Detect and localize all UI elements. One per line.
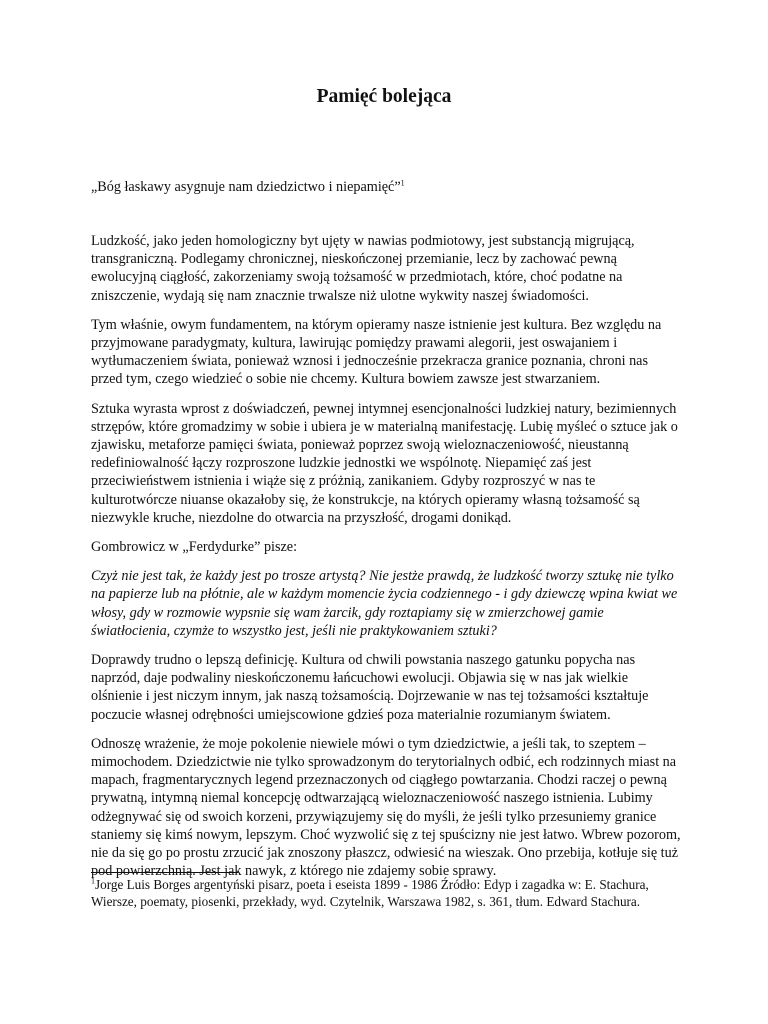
epigraph-text: „Bóg łaskawy asygnuje nam dziedzictwo i niepamięć”	[91, 179, 401, 195]
footnote-mark: 1	[91, 876, 95, 886]
epigraph	[91, 178, 405, 196]
footnote-reference[interactable]: 1	[400, 178, 405, 188]
block-quote: Czyż nie jest tak, że każdy jest po trosze artystą? Nie jestże prawdą, że ludzkość tworzy sztukę nie tylko na papierze lub na płótnie, ale w każdym momencie życia codziennego - i gdy dziewczę wpina kwiat we włosy, gdy w rozmowie wypsnie się wam żarcik, gdy roztapiamy się w zmierzchowej gamie światłocienia, czymże to wszystko jest, jeśli nie praktykowaniem sztuki?	[91, 568, 678, 639]
paragraph-6: Doprawdy trudno o lepszą definicję. Kultura od chwili powstania naszego gatunku popycha nas naprzód, daje podwaliny nieskończonemu łańcuchowi ewolucji. Objawia się w nas jak wielkie olśnienie i jest niczym innym, jak naszą tożsamością. Dojrzewanie w nas tej tożsamości kształtuje poczucie własnej odrębności umiejscowione gdzieś poza materialnie rozumianym światem.	[91, 652, 649, 723]
footnote-separator	[91, 872, 238, 873]
paragraph-3: Sztuka wyrasta wprost z doświadczeń, pewnej intymnej esencjonalności ludzkiej natury, bezimiennych strzępów, które gromadzimy w sobie i ubiera je w materialną manifestację. Lubię myśleć o sztuce jak o zjawisku, metaforze pamięci świata, ponieważ poprzez swoją wieloznaczeniowość, nieustanną redefiniowalność łączy rozproszone ludzkie jednostki we wspólnotę. Niepamięć zaś jest przeciwieństwem istnienia i wiąże się z próżnią, zanikaniem. Gdyby rozproszyć w nas te kulturotwórcze niuanse okazałoby się, że konstrukcje, na których opieramy własną tożsamość są niezwykle kruche, niezdolne do otwarcia na przyszłość, drogami donikąd.	[91, 400, 678, 526]
paragraph-1: Ludzkość, jako jeden homologiczny byt ujęty w nawias podmiotowy, jest substancją migrującą, transgraniczną. Podlegamy chronicznej, nieskończonej przemianie, lecz by zachować pewną ewolucyjną ciągłość, zakorzeniamy swoją tożsamość w przedmiotach, które, choć podatne na zniszczenie, wydają się nam znacznie trwalsze niż ulotne wykwity naszej świadomości.	[91, 233, 635, 304]
paragraph-4: Gombrowicz w „Ferdydurke” pisze:	[91, 539, 298, 556]
body-text	[91, 232, 681, 892]
paragraph-7: Odnoszę wrażenie, że moje pokolenie niewiele mówi o tym dziedzictwie, a jeśli tak, to szeptem – mimochodem. Dziedzictwie nie tylko sprowadzonym do terytorialnych odbić, ech rodzinnych miast na mapach, fragmentarycznych legend przeznaczonych od ciągłego powtarzania. Chodzi raczej o pewną prywatną, intymną niemal koncepcję odtwarzającą wieloznaczeniowość naszego istnienia. Lubimy odżegnywać się od swoich korzeni, przywiązujemy się do myśli, że jeśli tylko przesuniemy granice staniemy się kimś nowym, lepszym. Choć wyzwolić się z tej spuścizny nie jest łatwo. Wbrew pozorom, nie da się go po prostu zrzucić jak znoszony płaszcz, odwiesić na wieszak. Ono przebija, kotłuje się tuż pod powierzchnią. Jest jak nawyk, z którego nie zdajemy sobie sprawy.	[91, 735, 681, 880]
page-title: Pamięć bolejąca	[316, 86, 452, 107]
footnote-text: Jorge Luis Borges argentyński pisarz, poeta i eseista 1899 - 1986 Źródło: Edyp i zagadka w: E. Stachura, Wiersze, poematy, piosenki, przekłady, wyd. Czytelnik, Warszawa 1982, s. 361, tłum. Edward Stachura.	[91, 877, 649, 909]
footnote	[91, 876, 671, 910]
paragraph-2: Tym właśnie, owym fundamentem, na którym opieramy nasze istnienie jest kultura. Bez względu na przyjmowane paradygmaty, kultura, lawirując pomiędzy prawami alegorii, jest oswajaniem i wytłumaczeniem świata, ponieważ wznosi i jednocześnie przekracza granice poznania, chroni nas przed tym, czego wiedzieć o sobie nie chcemy. Kultura bowiem zawsze jest stwarzaniem.	[91, 316, 662, 388]
